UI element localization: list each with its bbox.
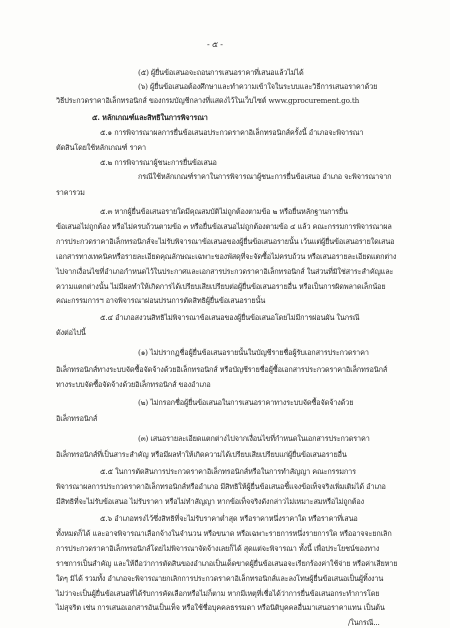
paragraph-line: มีสิทธิที่จะไม่รับข้อเสนอ ไม่รับราคา หรือไม่ทำสัญญา หากข้อเท็จจริงดังกล่าวไม่เหมาะสมหรือไม่ถูกต้อง [56, 497, 365, 506]
paragraph-line: คณะกรรมการฯ อาจพิจารณาผ่อนปรนการตัดสิทธิผู้ยื่นข้อเสนอรายนั้น [56, 296, 266, 305]
paragraph-line: ราชการเป็นสำคัญ และให้ถือว่าการตัดสินของอำเภอเป็นเด็ดขาดผู้ยื่นข้อเสนอจะเรียกร้องค่าใช้จ่าย หรือค่าเสียหาย [56, 559, 398, 568]
paragraph-line: ดังต่อไปนี้ [56, 328, 86, 337]
page-number: - ๕ - [207, 40, 223, 49]
paragraph-line: พิจารณาผลการประกวดราคาอิเล็กทรอนิกส์หรืออำเภอ มีสิทธิให้ผู้ยื่นข้อเสนอชี้แจงข้อเท็จจริงเพิ่มเติมได้ อำเภอ [56, 482, 386, 491]
paragraph-line: อิเล็กทรอนิกส์ [56, 414, 98, 423]
paragraph-line: ๕.๕ ในการตัดสินการประกวดราคาอิเล็กทรอนิกส์หรือในการทำสัญญา คณะกรรมการ [100, 467, 356, 476]
paragraph-line: ไม่ว่าจะเป็นผู้ยื่นข้อเสนอที่ได้รับการคัดเลือกหรือไม่ก็ตาม หากมีเหตุที่เชื่อได้ว่าการยื่นข้อเสนอกระทำการโดย [56, 589, 380, 598]
paragraph-line: วิธีประกวดราคาอิเล็กทรอนิกส์ ของกรมบัญชีกลางที่แสดงไว้ในเว็บไซต์ www.gprocurement.go.th [56, 96, 360, 105]
paragraph-line: อิเล็กทรอนิกส์ที่เป็นสาระสำคัญ หรือมีผลทำให้เกิดความได้เปรียบเสียเปรียบแก่ผู้ยื่นข้อเสนอรายอื่น [56, 450, 347, 459]
paragraph-line: การประกวดราคาอิเล็กทรอนิกส์จะไม่รับพิจารณาข้อเสนอของผู้ยื่นข้อเสนอรายนั้น เว้นแต่ผู้ยื่นข้อเสนอรายใดเสนอ [56, 237, 395, 246]
paragraph-line: ความแตกต่างนั้น ไม่มีผลทำให้เกิดการได้เปรียบเสียเปรียบต่อผู้ยื่นข้อเสนอรายอื่น หรือเป็นการผิดพลาดเล็กน้อย [56, 282, 386, 291]
paragraph-line: กรณีใช้หลักเกณฑ์ราคาในการพิจารณาผู้ชนะการยื่นข้อเสนอ อำเภอ จะพิจารณาจาก [138, 172, 392, 181]
paragraph-line: (๖) ผู้ยื่นข้อเสนอต้องศึกษาและทำความเข้าใจในระบบและวิธีการเสนอราคาด้วย [138, 82, 378, 91]
paragraph-line: ตัดสินโดยใช้หลักเกณฑ์ ราคา [56, 143, 146, 152]
paragraph-line: เอกสารทางเทคนิคหรือรายละเอียดคุณลักษณะเฉพาะของพัสดุที่จะจัดซื้อไม่ครบถ้วน หรือเสนอรายละเอียดแตกต่าง [56, 252, 397, 261]
paragraph-line: อิเล็กทรอนิกส์ทางระบบจัดซื้อจัดจ้างด้วยอิเล็กทรอนิกส์ หรือบัญชีรายชื่อผู้ซื้อเอกสารประกวดราคาอิเล็กทรอนิกส์ [56, 365, 388, 374]
paragraph-line: (๑) ไม่ปรากฏชื่อผู้ยื่นข้อเสนอรายนั้นในบัญชีรายชื่อผู้รับเอกสารประกวดราคา [138, 348, 369, 357]
paragraph-line: (๕) ผู้ยื่นข้อเสนอจะถอนการเสนอราคาที่เสนอแล้วไม่ได้ [138, 68, 304, 77]
paragraph-line: (๓) เสนอรายละเอียดแตกต่างไปจากเงื่อนไขที่กำหนดในเอกสารประกวดราคา [138, 434, 370, 443]
paragraph-line: ๕.๒ การพิจารณาผู้ชนะการยื่นข้อเสนอ [100, 158, 217, 167]
paragraph-line: ทั้งหมดก็ได้ และอาจพิจารณาเลือกจ้างในจำนวน หรือขนาด หรือเฉพาะรายการหนึ่งรายการใด หรืออาจจะยกเลิก [56, 529, 392, 538]
paragraph-line: ข้อเสนอไม่ถูกต้อง หรือไม่ครบถ้วนตามข้อ ๓ หรือยื่นข้อเสนอไม่ถูกต้องตามข้อ ๔ แล้ว คณะกรรมการพิจารณาผล [56, 222, 392, 231]
section-heading: ๕. หลักเกณฑ์และสิทธิในการพิจารณา [92, 113, 208, 122]
paragraph-line: ๕.๑ การพิจารณาผลการยื่นข้อเสนอประกวดราคาอิเล็กทรอนิกส์ครั้งนี้ อำเภอจะพิจารณา [100, 128, 364, 137]
paragraph-line: ๕.๔ อำเภอสงวนสิทธิไม่พิจารณาข้อเสนอของผู้ยื่นข้อเสนอโดยไม่มีการผ่อนผัน ในกรณี [100, 313, 360, 322]
continuation-marker: /ในกรณี... [348, 618, 380, 627]
paragraph-line: ราคารวม [56, 188, 85, 197]
paragraph-line: ๕.๓ หากผู้ยื่นข้อเสนอรายใดมีคุณสมบัติไม่ถูกต้องตามข้อ ๒ หรือยื่นหลักฐานการยื่น [100, 207, 348, 216]
paragraph-line: ไม่สุจริต เช่น การเสนอเอกสารอันเป็นเท็จ หรือใช้ชื่อบุคคลธรรมดา หรือนิติบุคคลอื่นมาเสนอราคาแทน เป็นต้น [56, 603, 385, 612]
paragraph-line: ใดๆ มิได้ รวมทั้ง อำเภอจะพิจารณายกเลิกการประกวดราคาอิเล็กทรอนิกส์และลงโทษผู้ยื่นข้อเสนอเป็นผู้ทิ้งงาน [56, 574, 384, 583]
paragraph-line: ทางระบบจัดซื้อจัดจ้างด้วยอิเล็กทรอนิกส์ ของอำเภอ [56, 380, 211, 389]
paragraph-line: ๕.๖ อำเภอทรงไว้ซึ่งสิทธิที่จะไม่รับราคาต่ำสุด หรือราคาหนึ่งราคาใด หรือราคาที่เสนอ [100, 514, 358, 523]
paragraph-line: ไปจากเงื่อนไขที่อำเภอกำหนดไว้ในประกาศและเอกสารประกวดราคาอิเล็กทรอนิกส์ ในส่วนที่มิใช่สาระสำคัญและ [56, 267, 394, 276]
paragraph-line: (๒) ไม่กรอกชื่อผู้ยื่นข้อเสนอในการเสนอราคาทางระบบจัดซื้อจัดจ้างด้วย [138, 398, 354, 407]
paragraph-line: การประกวดราคาอิเล็กทรอนิกส์โดยไม่พิจารณาจัดจ้างเลยก็ได้ สุดแต่จะพิจารณา ทั้งนี้ เพื่อประโยชน์ของทาง [56, 544, 380, 553]
